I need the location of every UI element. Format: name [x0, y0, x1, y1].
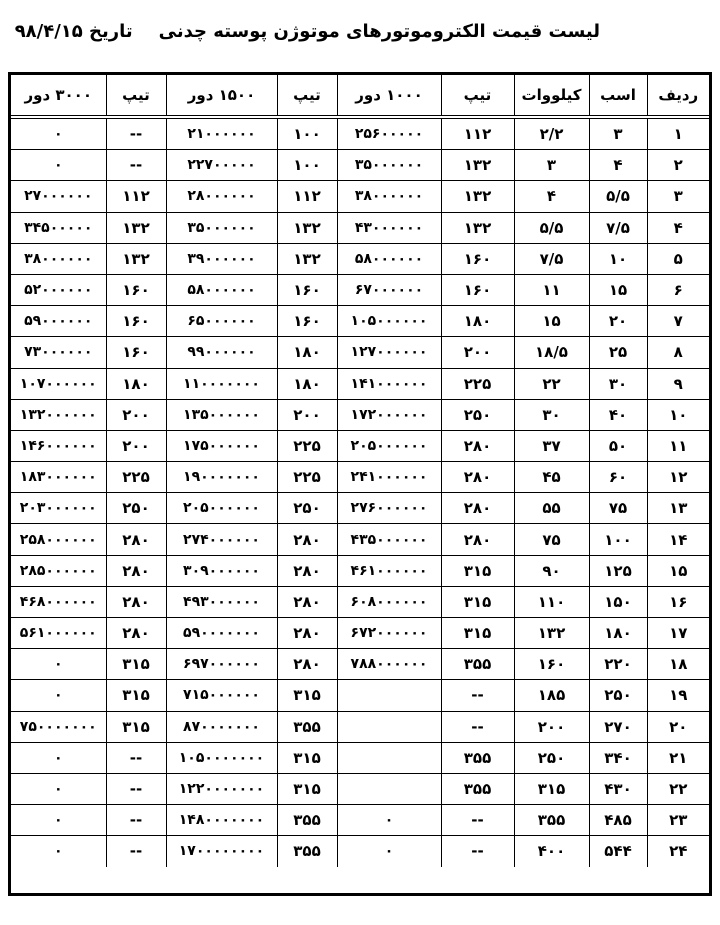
cell-horsepower: ۷/۵ — [589, 212, 647, 243]
cell-price-3000rpm: ۳۸۰۰۰۰۰۰ — [11, 243, 106, 274]
table-row — [11, 274, 709, 305]
header-price-1000rpm: ۱۰۰۰ دور — [337, 75, 441, 117]
cell-row-number: ۲۲ — [647, 773, 709, 804]
cell-type-3000rpm: ۱۱۲ — [106, 181, 166, 212]
header-type-1500rpm: تیپ — [277, 75, 337, 117]
cell-price-1500rpm: ۵۸۰۰۰۰۰۰ — [166, 274, 277, 305]
cell-row-number: ۱۱ — [647, 430, 709, 461]
cell-price-3000rpm: ۰ — [11, 117, 106, 150]
cell-type-3000rpm: ۳۱۵ — [106, 680, 166, 711]
table-body — [11, 117, 709, 867]
cell-price-1500rpm: ۳۹۰۰۰۰۰۰ — [166, 243, 277, 274]
cell-horsepower: ۷۵ — [589, 493, 647, 524]
title-main: لیست قیمت الکتروموتورهای موتوژن پوسته چدنی — [158, 21, 600, 42]
cell-row-number: ۵ — [647, 243, 709, 274]
cell-type-1000rpm: ۳۱۵ — [441, 586, 514, 617]
table-row — [11, 430, 709, 461]
cell-kilowatt: ۲/۲ — [514, 117, 589, 150]
cell-row-number: ۱۲ — [647, 462, 709, 493]
cell-kilowatt: ۱۶۰ — [514, 649, 589, 680]
cell-type-3000rpm: ۱۳۲ — [106, 243, 166, 274]
cell-type-1500rpm: ۱۳۲ — [277, 243, 337, 274]
cell-type-3000rpm: -- — [106, 742, 166, 773]
cell-horsepower: ۴ — [589, 150, 647, 181]
cell-type-1500rpm: ۲۵۰ — [277, 493, 337, 524]
cell-price-1000rpm: ۰ — [337, 836, 441, 867]
cell-row-number: ۲۱ — [647, 742, 709, 773]
cell-kilowatt: ۵/۵ — [514, 212, 589, 243]
cell-type-3000rpm: ۱۶۰ — [106, 274, 166, 305]
cell-horsepower: ۱۵۰ — [589, 586, 647, 617]
cell-price-3000rpm: ۲۸۵۰۰۰۰۰۰ — [11, 555, 106, 586]
cell-type-1500rpm: ۱۸۰ — [277, 337, 337, 368]
table-row — [11, 836, 709, 867]
cell-type-1000rpm: ۲۸۰ — [441, 462, 514, 493]
cell-price-3000rpm: ۲۰۳۰۰۰۰۰۰ — [11, 493, 106, 524]
cell-row-number: ۴ — [647, 212, 709, 243]
cell-type-3000rpm: -- — [106, 836, 166, 867]
table-row — [11, 117, 709, 150]
cell-horsepower: ۲۲۰ — [589, 649, 647, 680]
cell-price-1000rpm: ۲۰۵۰۰۰۰۰۰ — [337, 430, 441, 461]
table-row — [11, 150, 709, 181]
cell-row-number: ۱۳ — [647, 493, 709, 524]
price-table — [11, 75, 709, 867]
cell-type-1500rpm: ۳۵۵ — [277, 836, 337, 867]
cell-price-1500rpm: ۲۰۵۰۰۰۰۰۰ — [166, 493, 277, 524]
cell-price-3000rpm: ۰ — [11, 836, 106, 867]
cell-price-1500rpm: ۱۰۵۰۰۰۰۰۰۰ — [166, 742, 277, 773]
cell-price-3000rpm: ۰ — [11, 742, 106, 773]
cell-type-1500rpm: ۱۶۰ — [277, 274, 337, 305]
cell-type-3000rpm: ۲۸۰ — [106, 555, 166, 586]
cell-row-number: ۱۰ — [647, 399, 709, 430]
cell-price-3000rpm: ۱۸۳۰۰۰۰۰۰ — [11, 462, 106, 493]
cell-type-1500rpm: ۱۱۲ — [277, 181, 337, 212]
cell-type-1500rpm: ۳۱۵ — [277, 680, 337, 711]
cell-type-1000rpm: ۱۶۰ — [441, 274, 514, 305]
table-row — [11, 773, 709, 804]
cell-price-1000rpm: ۶۷۲۰۰۰۰۰۰ — [337, 618, 441, 649]
cell-kilowatt: ۳۵۵ — [514, 805, 589, 836]
cell-row-number: ۶ — [647, 274, 709, 305]
table-row — [11, 711, 709, 742]
cell-type-1000rpm: -- — [441, 680, 514, 711]
cell-horsepower: ۲۷۰ — [589, 711, 647, 742]
cell-horsepower: ۴۳۰ — [589, 773, 647, 804]
cell-type-1000rpm: ۱۳۲ — [441, 212, 514, 243]
cell-price-1500rpm: ۵۹۰۰۰۰۰۰۰ — [166, 618, 277, 649]
cell-type-1000rpm: -- — [441, 836, 514, 867]
cell-type-3000rpm: ۱۶۰ — [106, 337, 166, 368]
cell-price-3000rpm: ۰ — [11, 680, 106, 711]
cell-price-1500rpm: ۱۷۵۰۰۰۰۰۰ — [166, 430, 277, 461]
cell-type-1500rpm: ۳۱۵ — [277, 742, 337, 773]
cell-price-3000rpm: ۵۶۱۰۰۰۰۰۰ — [11, 618, 106, 649]
cell-type-1500rpm: ۲۸۰ — [277, 524, 337, 555]
cell-kilowatt: ۵۵ — [514, 493, 589, 524]
cell-type-3000rpm: ۱۶۰ — [106, 306, 166, 337]
cell-row-number: ۲۰ — [647, 711, 709, 742]
cell-horsepower: ۶۰ — [589, 462, 647, 493]
cell-type-3000rpm: ۲۰۰ — [106, 430, 166, 461]
cell-type-1500rpm: ۲۸۰ — [277, 618, 337, 649]
cell-type-1500rpm: ۱۶۰ — [277, 306, 337, 337]
header-horsepower: اسب — [589, 75, 647, 117]
table-row — [11, 742, 709, 773]
cell-price-1500rpm: ۶۹۷۰۰۰۰۰۰ — [166, 649, 277, 680]
header-kilowatt: کیلووات — [514, 75, 589, 117]
cell-price-1500rpm: ۸۷۰۰۰۰۰۰۰ — [166, 711, 277, 742]
cell-price-1000rpm: ۳۸۰۰۰۰۰۰ — [337, 181, 441, 212]
cell-price-3000rpm: ۰ — [11, 773, 106, 804]
cell-price-3000rpm: ۲۷۰۰۰۰۰۰ — [11, 181, 106, 212]
header-type-1000rpm: تیپ — [441, 75, 514, 117]
cell-row-number: ۱۷ — [647, 618, 709, 649]
cell-row-number: ۱۶ — [647, 586, 709, 617]
cell-row-number: ۱ — [647, 117, 709, 150]
cell-row-number: ۱۴ — [647, 524, 709, 555]
cell-price-1000rpm: ۶۷۰۰۰۰۰۰ — [337, 274, 441, 305]
cell-kilowatt: ۲۰۰ — [514, 711, 589, 742]
cell-type-1000rpm: ۱۸۰ — [441, 306, 514, 337]
cell-type-3000rpm: -- — [106, 773, 166, 804]
table-row — [11, 649, 709, 680]
cell-type-1500rpm: ۲۸۰ — [277, 586, 337, 617]
cell-price-1500rpm: ۷۱۵۰۰۰۰۰۰ — [166, 680, 277, 711]
cell-type-1500rpm: ۲۲۵ — [277, 430, 337, 461]
cell-price-1000rpm: ۶۰۸۰۰۰۰۰۰ — [337, 586, 441, 617]
cell-price-1500rpm: ۱۱۰۰۰۰۰۰۰ — [166, 368, 277, 399]
table-row — [11, 586, 709, 617]
cell-price-3000rpm: ۵۲۰۰۰۰۰۰ — [11, 274, 106, 305]
cell-price-1000rpm: ۱۲۷۰۰۰۰۰۰ — [337, 337, 441, 368]
cell-price-1000rpm — [337, 773, 441, 804]
table-header-row — [11, 75, 709, 117]
cell-row-number: ۸ — [647, 337, 709, 368]
cell-horsepower: ۱۰ — [589, 243, 647, 274]
cell-kilowatt: ۱۳۲ — [514, 618, 589, 649]
cell-type-1000rpm: ۳۵۵ — [441, 773, 514, 804]
cell-price-1500rpm: ۱۴۸۰۰۰۰۰۰۰ — [166, 805, 277, 836]
cell-price-1000rpm: ۲۷۶۰۰۰۰۰۰ — [337, 493, 441, 524]
cell-kilowatt: ۷۵ — [514, 524, 589, 555]
cell-row-number: ۲۳ — [647, 805, 709, 836]
cell-row-number: ۹ — [647, 368, 709, 399]
cell-kilowatt: ۳۱۵ — [514, 773, 589, 804]
table-row — [11, 212, 709, 243]
cell-price-3000rpm: ۰ — [11, 805, 106, 836]
cell-type-3000rpm: -- — [106, 805, 166, 836]
cell-row-number: ۱۵ — [647, 555, 709, 586]
cell-kilowatt: ۱۸/۵ — [514, 337, 589, 368]
cell-price-1500rpm: ۲۱۰۰۰۰۰۰ — [166, 117, 277, 150]
cell-price-1000rpm: ۷۸۸۰۰۰۰۰۰ — [337, 649, 441, 680]
cell-horsepower: ۳۴۰ — [589, 742, 647, 773]
cell-type-1000rpm: ۲۲۵ — [441, 368, 514, 399]
cell-price-3000rpm: ۵۹۰۰۰۰۰۰ — [11, 306, 106, 337]
cell-type-1500rpm: ۲۸۰ — [277, 649, 337, 680]
cell-horsepower: ۳ — [589, 117, 647, 150]
cell-price-1000rpm: ۱۰۵۰۰۰۰۰۰ — [337, 306, 441, 337]
cell-price-1000rpm: ۲۵۶۰۰۰۰۰ — [337, 117, 441, 150]
table-row — [11, 524, 709, 555]
header-price-1500rpm: ۱۵۰۰ دور — [166, 75, 277, 117]
cell-type-1500rpm: ۱۰۰ — [277, 150, 337, 181]
cell-row-number: ۳ — [647, 181, 709, 212]
cell-type-1000rpm: ۳۵۵ — [441, 742, 514, 773]
cell-type-1500rpm: ۲۰۰ — [277, 399, 337, 430]
cell-price-1000rpm: ۲۴۱۰۰۰۰۰۰ — [337, 462, 441, 493]
cell-type-1500rpm: ۱۰۰ — [277, 117, 337, 150]
cell-kilowatt: ۳ — [514, 150, 589, 181]
cell-type-3000rpm: ۲۸۰ — [106, 524, 166, 555]
cell-horsepower: ۲۵۰ — [589, 680, 647, 711]
cell-kilowatt: ۳۰ — [514, 399, 589, 430]
cell-type-1500rpm: ۲۲۵ — [277, 462, 337, 493]
cell-price-1500rpm: ۳۵۰۰۰۰۰۰ — [166, 212, 277, 243]
cell-kilowatt: ۳۷ — [514, 430, 589, 461]
cell-price-1000rpm — [337, 680, 441, 711]
header-type-3000rpm: تیپ — [106, 75, 166, 117]
cell-kilowatt: ۱۵ — [514, 306, 589, 337]
table-row — [11, 805, 709, 836]
cell-price-1500rpm: ۴۹۳۰۰۰۰۰۰ — [166, 586, 277, 617]
cell-price-1500rpm: ۹۹۰۰۰۰۰۰ — [166, 337, 277, 368]
cell-price-1000rpm: ۴۳۵۰۰۰۰۰۰ — [337, 524, 441, 555]
table-row — [11, 337, 709, 368]
cell-price-3000rpm: ۱۰۷۰۰۰۰۰۰ — [11, 368, 106, 399]
header-price-3000rpm: ۳۰۰۰ دور — [11, 75, 106, 117]
cell-price-1000rpm: ۱۴۱۰۰۰۰۰۰ — [337, 368, 441, 399]
cell-type-3000rpm: ۳۱۵ — [106, 711, 166, 742]
cell-kilowatt: ۱۱۰ — [514, 586, 589, 617]
cell-price-1500rpm: ۳۰۹۰۰۰۰۰۰ — [166, 555, 277, 586]
cell-type-3000rpm: ۱۸۰ — [106, 368, 166, 399]
header-row-number: ردیف — [647, 75, 709, 117]
cell-horsepower: ۱۰۰ — [589, 524, 647, 555]
cell-type-1000rpm: ۳۱۵ — [441, 618, 514, 649]
cell-price-3000rpm: ۴۶۸۰۰۰۰۰۰ — [11, 586, 106, 617]
title-date: تاریخ ۹۸/۴/۱۵ — [14, 21, 133, 42]
document-title — [14, 20, 600, 44]
cell-kilowatt: ۱۸۵ — [514, 680, 589, 711]
cell-type-3000rpm: ۳۱۵ — [106, 649, 166, 680]
cell-type-1500rpm: ۳۱۵ — [277, 773, 337, 804]
cell-type-1500rpm: ۲۸۰ — [277, 555, 337, 586]
cell-price-3000rpm: ۱۴۶۰۰۰۰۰۰ — [11, 430, 106, 461]
cell-kilowatt: ۴۰۰ — [514, 836, 589, 867]
cell-horsepower: ۱۵ — [589, 274, 647, 305]
cell-price-1500rpm: ۱۳۵۰۰۰۰۰۰ — [166, 399, 277, 430]
table-row — [11, 680, 709, 711]
table-row — [11, 399, 709, 430]
cell-type-3000rpm: ۲۵۰ — [106, 493, 166, 524]
cell-type-1000rpm: ۲۸۰ — [441, 524, 514, 555]
cell-horsepower: ۲۵ — [589, 337, 647, 368]
cell-price-1500rpm: ۶۵۰۰۰۰۰۰ — [166, 306, 277, 337]
cell-type-1000rpm: -- — [441, 805, 514, 836]
cell-horsepower: ۵۰ — [589, 430, 647, 461]
table-row — [11, 306, 709, 337]
cell-type-1000rpm: ۱۳۲ — [441, 181, 514, 212]
cell-kilowatt: ۴۵ — [514, 462, 589, 493]
cell-row-number: ۱۹ — [647, 680, 709, 711]
cell-price-3000rpm: ۰ — [11, 150, 106, 181]
cell-type-1000rpm: ۲۸۰ — [441, 430, 514, 461]
table-row — [11, 618, 709, 649]
cell-type-3000rpm: ۲۸۰ — [106, 618, 166, 649]
cell-type-1000rpm: ۱۳۲ — [441, 150, 514, 181]
table-row — [11, 181, 709, 212]
cell-type-1000rpm: ۳۵۵ — [441, 649, 514, 680]
cell-price-3000rpm: ۰ — [11, 649, 106, 680]
cell-horsepower: ۴۰ — [589, 399, 647, 430]
cell-type-1000rpm: -- — [441, 711, 514, 742]
cell-horsepower: ۱۸۰ — [589, 618, 647, 649]
cell-horsepower: ۵/۵ — [589, 181, 647, 212]
cell-horsepower: ۴۸۵ — [589, 805, 647, 836]
cell-type-1500rpm: ۱۳۲ — [277, 212, 337, 243]
cell-row-number: ۷ — [647, 306, 709, 337]
cell-type-1000rpm: ۱۱۲ — [441, 117, 514, 150]
cell-kilowatt: ۲۵۰ — [514, 742, 589, 773]
cell-kilowatt: ۱۱ — [514, 274, 589, 305]
cell-price-3000rpm: ۷۳۰۰۰۰۰۰ — [11, 337, 106, 368]
cell-type-1000rpm: ۲۸۰ — [441, 493, 514, 524]
cell-type-1500rpm: ۳۵۵ — [277, 711, 337, 742]
cell-price-1500rpm: ۱۹۰۰۰۰۰۰۰ — [166, 462, 277, 493]
cell-price-1500rpm: ۲۷۴۰۰۰۰۰۰ — [166, 524, 277, 555]
cell-kilowatt: ۴ — [514, 181, 589, 212]
table-row — [11, 243, 709, 274]
cell-price-1500rpm: ۱۷۰۰۰۰۰۰۰۰ — [166, 836, 277, 867]
cell-type-1000rpm: ۱۶۰ — [441, 243, 514, 274]
cell-type-1000rpm: ۲۵۰ — [441, 399, 514, 430]
cell-horsepower: ۲۰ — [589, 306, 647, 337]
cell-type-3000rpm: -- — [106, 150, 166, 181]
cell-row-number: ۲۴ — [647, 836, 709, 867]
cell-type-3000rpm: ۲۲۵ — [106, 462, 166, 493]
price-table-frame — [8, 72, 712, 896]
cell-price-3000rpm: ۳۴۵۰۰۰۰۰ — [11, 212, 106, 243]
cell-price-1000rpm: ۰ — [337, 805, 441, 836]
cell-type-3000rpm: ۱۳۲ — [106, 212, 166, 243]
table-row — [11, 462, 709, 493]
cell-type-3000rpm: ۲۰۰ — [106, 399, 166, 430]
cell-price-1500rpm: ۱۲۲۰۰۰۰۰۰۰ — [166, 773, 277, 804]
cell-type-3000rpm: ۲۸۰ — [106, 586, 166, 617]
cell-kilowatt: ۲۲ — [514, 368, 589, 399]
cell-horsepower: ۳۰ — [589, 368, 647, 399]
cell-price-1000rpm — [337, 711, 441, 742]
cell-price-3000rpm: ۷۵۰۰۰۰۰۰۰ — [11, 711, 106, 742]
cell-price-3000rpm: ۲۵۸۰۰۰۰۰۰ — [11, 524, 106, 555]
cell-row-number: ۱۸ — [647, 649, 709, 680]
cell-type-1500rpm: ۱۸۰ — [277, 368, 337, 399]
cell-price-1000rpm: ۳۵۰۰۰۰۰۰ — [337, 150, 441, 181]
cell-type-1000rpm: ۲۰۰ — [441, 337, 514, 368]
cell-price-1500rpm: ۲۸۰۰۰۰۰۰ — [166, 181, 277, 212]
cell-price-1500rpm: ۲۲۷۰۰۰۰۰ — [166, 150, 277, 181]
table-row — [11, 555, 709, 586]
cell-price-1000rpm: ۱۷۲۰۰۰۰۰۰ — [337, 399, 441, 430]
cell-price-1000rpm: ۴۶۱۰۰۰۰۰۰ — [337, 555, 441, 586]
table-row — [11, 493, 709, 524]
cell-price-1000rpm: ۴۳۰۰۰۰۰۰ — [337, 212, 441, 243]
cell-price-1000rpm: ۵۸۰۰۰۰۰۰ — [337, 243, 441, 274]
cell-price-1000rpm — [337, 742, 441, 773]
cell-type-3000rpm: -- — [106, 117, 166, 150]
cell-kilowatt: ۹۰ — [514, 555, 589, 586]
cell-type-1000rpm: ۳۱۵ — [441, 555, 514, 586]
cell-row-number: ۲ — [647, 150, 709, 181]
cell-type-1500rpm: ۳۵۵ — [277, 805, 337, 836]
table-row — [11, 368, 709, 399]
cell-horsepower: ۵۴۴ — [589, 836, 647, 867]
cell-price-3000rpm: ۱۳۲۰۰۰۰۰۰ — [11, 399, 106, 430]
cell-kilowatt: ۷/۵ — [514, 243, 589, 274]
cell-horsepower: ۱۲۵ — [589, 555, 647, 586]
